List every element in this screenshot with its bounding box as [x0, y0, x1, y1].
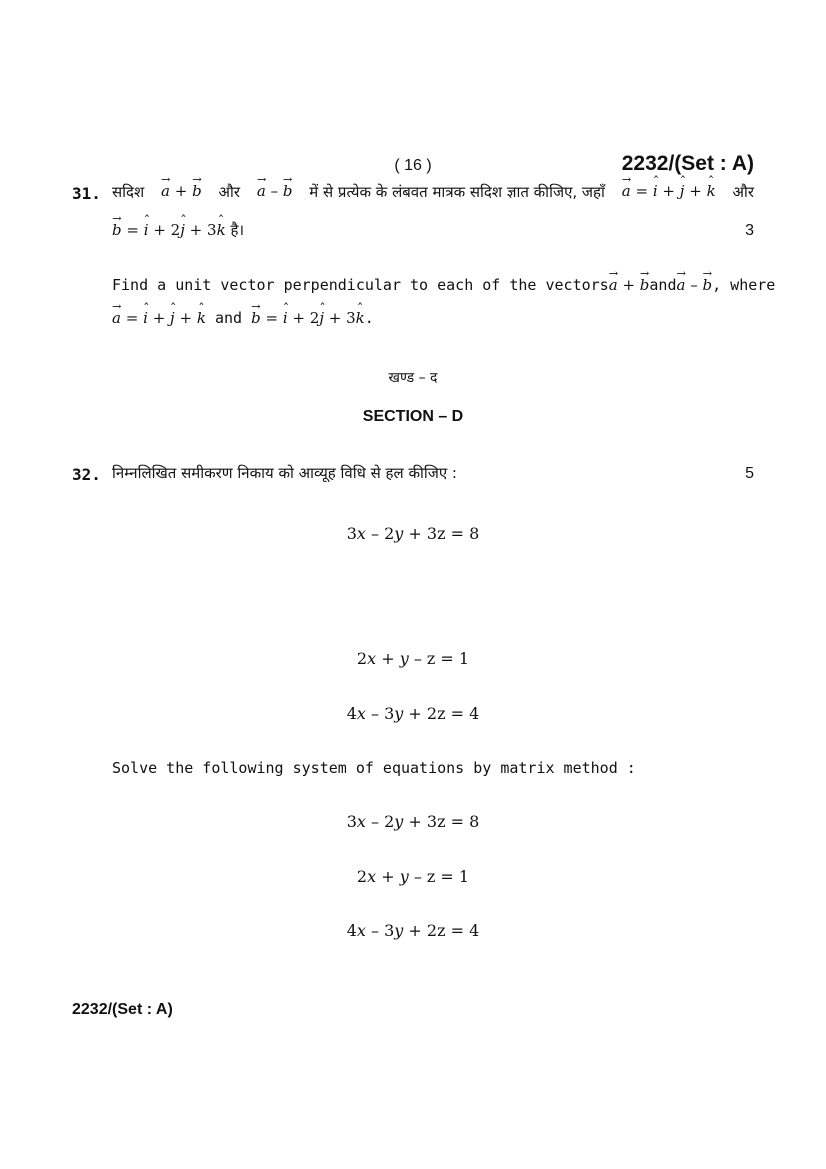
- equation-2: 2x + y – z = 1: [356, 649, 470, 668]
- vector-b-definition: → b = ˆ i + 2ˆ j + 3ˆ k: [112, 221, 226, 239]
- question-31-hindi-line-1: [112, 182, 754, 202]
- question-31-hindi-line-2: [112, 220, 244, 240]
- question-31-english-line-1: [112, 276, 776, 294]
- vector-b-definition-en: → b = ˆ i + 2ˆ j + 3ˆ k: [251, 309, 365, 327]
- section-heading-hindi: खण्ड – द: [388, 370, 438, 386]
- equation-1-english: 3x – 2y + 3z = 8: [346, 812, 480, 831]
- vector-a-plus-b-en: → a + → b: [609, 276, 650, 294]
- q31-hindi-middle: में से प्रत्येक के लंबवत मात्रक सदिश ज्ञात कीजिए, जहाँ: [309, 183, 605, 201]
- page-number: ( 16 ): [394, 157, 432, 174]
- section-heading-english: SECTION – D: [362, 408, 464, 425]
- q31-hindi-and: और: [218, 183, 241, 201]
- equation-2-english: 2x + y – z = 1: [356, 867, 470, 886]
- equation-3-english: 4x – 3y + 2z = 4: [346, 921, 480, 940]
- q31-hindi-and-2: और: [732, 183, 754, 201]
- q31-english-where-group: → a – → b, where: [677, 276, 776, 294]
- q31-english-and: and: [649, 276, 677, 294]
- q31-english-end: .: [364, 309, 374, 327]
- vector-a-minus-b: → a – → b: [257, 182, 293, 202]
- question-32-marks: 5: [745, 465, 754, 482]
- question-31-number: 31.: [72, 184, 101, 203]
- question-31-english-line-2: [112, 309, 374, 327]
- paper-code-header: 2232/(Set : A): [621, 152, 754, 175]
- q31-english-where: , where: [712, 276, 776, 294]
- q31-english-and-2: and: [214, 309, 243, 327]
- question-32-hindi-text: निम्नलिखित समीकरण निकाय को आव्यूह विधि से हल कीजिए :: [112, 464, 457, 482]
- question-31-marks: 3: [745, 222, 754, 239]
- question-32-english-text: Solve the following system of equations by matrix method :: [112, 759, 636, 777]
- vector-a-definition: → a = ˆ i + ˆ j + ˆ k: [622, 182, 716, 202]
- question-32-number: 32.: [72, 465, 101, 484]
- q31-hindi-word: सदिश: [112, 183, 145, 201]
- equation-1: 3x – 2y + 3z = 8: [346, 524, 480, 543]
- vector-a-plus-b: → a + → b: [161, 182, 202, 202]
- q31-english-text: Find a unit vector perpendicular to each of the vectors: [112, 276, 609, 294]
- equation-3: 4x – 3y + 2z = 4: [346, 704, 480, 723]
- q31-hindi-end: है।: [230, 221, 245, 239]
- paper-code-footer: 2232/(Set : A): [72, 1001, 173, 1018]
- vector-a-definition-en: → a = ˆ i + ˆ j + ˆ k: [112, 309, 206, 327]
